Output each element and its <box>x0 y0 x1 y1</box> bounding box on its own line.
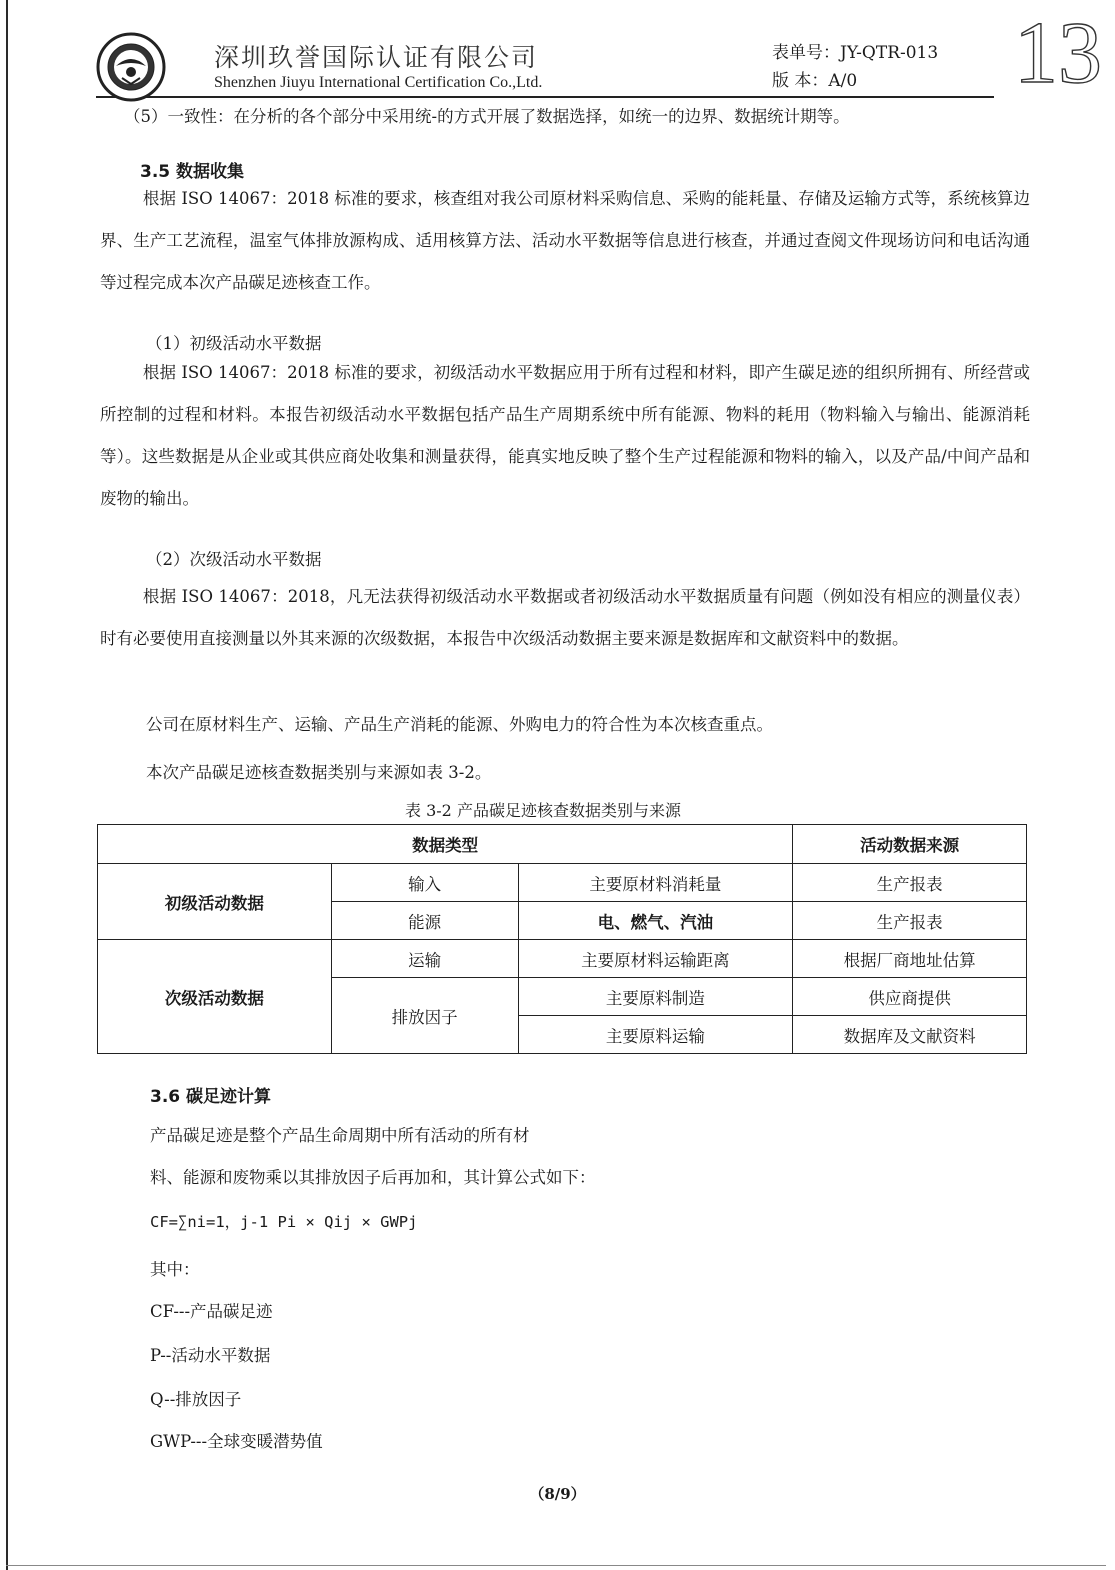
table-group-primary: 初级活动数据 <box>98 864 332 940</box>
form-number: 表单号：JY-QTR-013 <box>772 43 939 63</box>
table-header-source: 活动数据来源 <box>793 825 1027 864</box>
table-cell-category: 能源 <box>331 902 518 940</box>
table-cell-item: 主要原料制造 <box>518 978 793 1016</box>
section-3-5-paragraph: 根据 ISO 14067：2018 标准的要求，核查组对我公司原材料采购信息、采购的能耗量、存储及运输方式等，系统核算边界、生产工艺流程，温室气体排放源构成、适用核算方法、活动水平数据等信息进行核查，并通过查阅文件现场访问和电话沟通等过程完成本次产品碳足迹核查工作。 <box>100 189 1030 292</box>
table-cell-source: 供应商提供 <box>793 978 1027 1016</box>
page-number: （8/9） <box>529 1485 586 1503</box>
table-row <box>98 940 1027 978</box>
page-border-bottom <box>6 1565 1106 1566</box>
table-header-type: 数据类型 <box>98 825 793 864</box>
formula: CF=∑ni=1，j-1 Pi × Qij × GWPj <box>150 1213 418 1231</box>
table-row <box>98 864 1027 902</box>
table-cell-source: 生产报表 <box>793 864 1027 902</box>
secondary-data-paragraph: 根据 ISO 14067：2018，凡无法获得初级活动水平数据或者初级活动水平数据质量有问题（例如没有相应的测量仪表）时有必要使用直接测量以外其来源的次级数据，本报告中次级活动数据主要来源是数据库和文献资料中的数据。 <box>100 587 1030 648</box>
table-cell-category: 输入 <box>331 864 518 902</box>
stamp-number: 13 <box>1014 5 1102 102</box>
calc-line-2: 料、能源和废物乘以其排放因子后再加和，其计算公式如下： <box>150 1168 596 1187</box>
primary-data-title: （1）初级活动水平数据 <box>146 334 322 353</box>
table-cell-item: 电、燃气、汽油 <box>518 902 793 940</box>
company-logo-seal <box>96 32 166 102</box>
data-source-table <box>97 824 1027 1054</box>
consistency-line: （5）一致性：在分析的各个部分中采用统-的方式开展了数据选择，如统一的边界、数据统计期等。 <box>124 107 850 126</box>
page-border <box>6 0 8 1570</box>
table-caption: 表 3-2 产品碳足迹核查数据类别与来源 <box>405 801 681 820</box>
definition-gwp: GWP---全球变暖潜势值 <box>150 1432 323 1451</box>
focus-line: 公司在原材料生产、运输、产品生产消耗的能源、外购电力的符合性为本次核查重点。 <box>146 715 773 734</box>
calc-line-1: 产品碳足迹是整个产品生命周期中所有活动的所有材 <box>150 1126 530 1145</box>
table-cell-category: 排放因子 <box>331 978 518 1054</box>
definition-q: Q--排放因子 <box>150 1390 242 1409</box>
company-name-cn: 深圳玖誉国际认证有限公司 <box>214 43 539 72</box>
table-cell-source: 根据厂商地址估算 <box>793 940 1027 978</box>
table-cell-item: 主要原材料运输距离 <box>518 940 793 978</box>
table-cell-source: 数据库及文献资料 <box>793 1016 1027 1054</box>
page-header <box>96 28 994 98</box>
secondary-data-title: （2）次级活动水平数据 <box>146 550 322 569</box>
primary-data-paragraph: 根据 ISO 14067：2018 标准的要求，初级活动水平数据应用于所有过程和材料，即产生碳足迹的组织所拥有、所经营或所控制的过程和材料。本报告初级活动水平数据包括产品生产周期系统中所有能源、物料的耗用（物料输入与输出、能源消耗等）。这些数据是从企业或其供应商处收集和测量获得，能真实地反映了整个生产过程能源和物料的输入，以及产品/中间产品和废物的输出。 <box>100 363 1030 508</box>
section-3-6-title: 3.6 碳足迹计算 <box>150 1087 272 1107</box>
table-reference-line: 本次产品碳足迹核查数据类别与来源如表 3-2。 <box>146 763 492 782</box>
section-3-5-title: 3.5 数据收集 <box>140 162 245 182</box>
table-cell-source: 生产报表 <box>793 902 1027 940</box>
table-group-secondary: 次级活动数据 <box>98 940 332 1054</box>
table-cell-category: 运输 <box>331 940 518 978</box>
page-number-stamp <box>1012 5 1102 102</box>
company-name-en: Shenzhen Jiuyu International Certification Co.,Ltd. <box>214 74 543 91</box>
table-header-row <box>98 825 1027 864</box>
where-label: 其中： <box>150 1260 200 1279</box>
version-number: 版 本：A/0 <box>772 71 858 91</box>
definition-p: P--活动水平数据 <box>150 1346 271 1365</box>
table-cell-item: 主要原料运输 <box>518 1016 793 1054</box>
definition-cf: CF---产品碳足迹 <box>150 1302 273 1321</box>
table-cell-item: 主要原材料消耗量 <box>518 864 793 902</box>
